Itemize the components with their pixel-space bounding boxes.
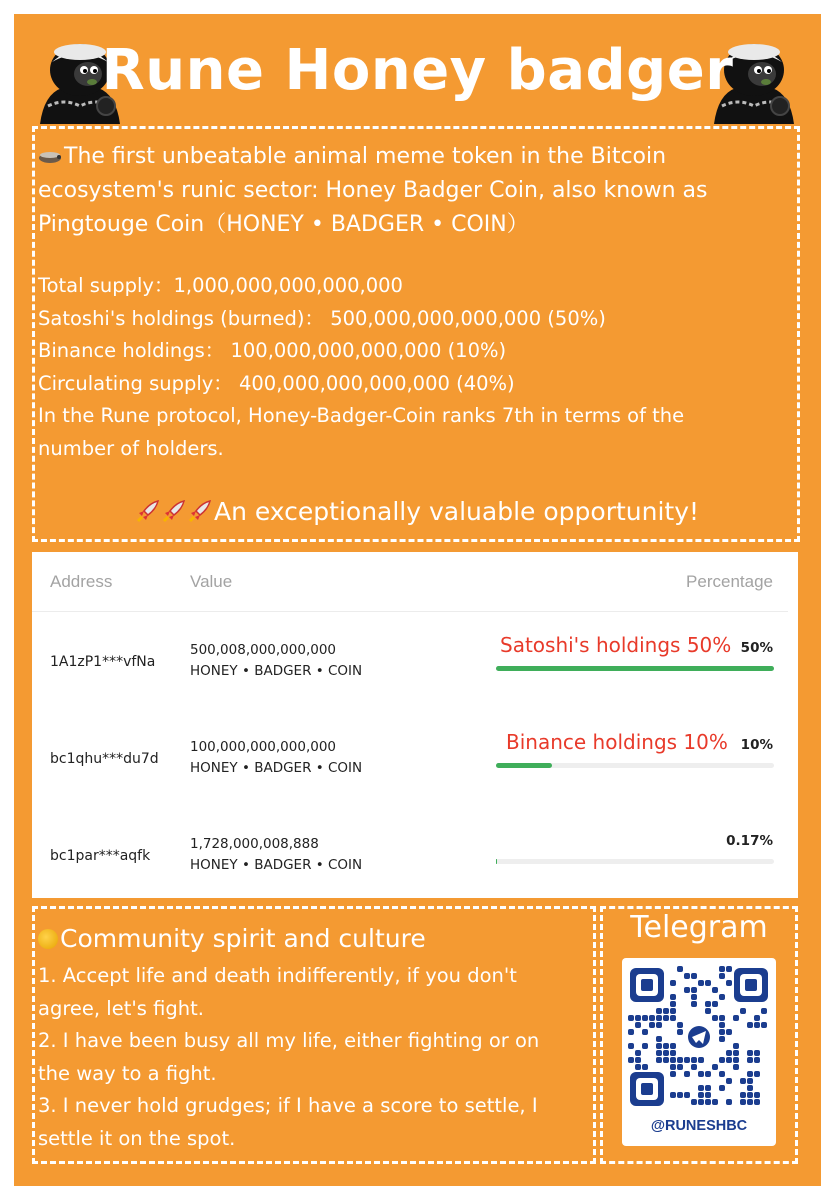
row-address[interactable]: bc1qhu***du7d — [50, 751, 159, 767]
rocket-icon — [136, 499, 162, 523]
row-address[interactable]: 1A1zP1***vfNa — [50, 654, 156, 670]
holders-table — [32, 552, 798, 898]
share-bar-fill — [496, 763, 552, 768]
community-text — [38, 960, 588, 1155]
badger-emoji-icon — [38, 148, 62, 164]
rocket-icon — [188, 499, 214, 523]
telegram-title: Telegram — [630, 910, 768, 945]
share-bar-fill — [496, 859, 497, 864]
row-percentage: 50% — [740, 640, 773, 656]
orange-circle-icon — [38, 929, 58, 949]
poster-title: Rune Honey badger — [101, 38, 734, 103]
community-line-4: the way to a fight. — [38, 1061, 217, 1085]
community-line-3: 2. I have been busy all my life, either fighting or on — [38, 1029, 540, 1052]
share-bar — [496, 763, 774, 768]
qr-card[interactable] — [622, 958, 776, 1146]
binance-holdings: Binance holdings： 100,000,000,000,000 (10%) — [38, 339, 507, 362]
row-value: 1,728,000,008,888 HONEY • BADGER • COIN — [190, 836, 363, 873]
binance-annotation: Binance holdings 10% — [506, 730, 728, 754]
holder-rank-line-2: number of holders. — [38, 436, 224, 460]
community-title: Community spirit and culture — [38, 924, 426, 953]
intro-text — [38, 140, 788, 242]
row-value: 100,000,000,000,000 HONEY • BADGER • COIN — [190, 739, 363, 776]
row-percentage: 10% — [740, 737, 773, 753]
header-percentage: Percentage — [686, 572, 773, 591]
header-value: Value — [190, 572, 233, 591]
rocket-icon — [162, 499, 188, 523]
header-divider — [32, 611, 788, 612]
share-bar — [496, 666, 774, 671]
share-bar-fill — [496, 666, 774, 671]
qr-code-icon[interactable] — [622, 960, 776, 1114]
telegram-handle: @RUNESHBC — [650, 1118, 748, 1134]
row-percentage: 0.17% — [726, 833, 773, 849]
community-line-6: settle it on the spot. — [38, 1126, 236, 1150]
intro-line-3: Pingtouge Coin（HONEY • BADGER • COIN） — [38, 212, 529, 237]
community-line-1: 1. Accept life and death indifferently, if you don't — [38, 964, 517, 987]
supply-stats — [38, 270, 788, 465]
community-line-5: 3. I never hold grudges; if I have a score to settle, I — [38, 1094, 538, 1117]
satoshi-holdings: Satoshi's holdings (burned)： 500,000,000,000,000 (50%) — [38, 306, 606, 330]
holder-rank-line-1: In the Rune protocol, Honey-Badger-Coin ranks 7th in terms of the — [38, 404, 685, 427]
row-address[interactable]: bc1par***aqfk — [50, 848, 151, 864]
total-supply: Total supply：1,000,000,000,000,000 — [38, 274, 403, 297]
opportunity-tagline: An exceptionally valuable opportunity! — [0, 497, 835, 526]
community-line-2: agree, let's fight. — [38, 996, 204, 1020]
header-address: Address — [50, 572, 113, 591]
circulating-supply: Circulating supply： 400,000,000,000,000 (40%) — [38, 371, 515, 395]
intro-line-1: The first unbeatable animal meme token in the Bitcoin — [38, 140, 788, 174]
satoshi-annotation: Satoshi's holdings 50% — [500, 633, 732, 657]
intro-line-2: ecosystem's runic sector: Honey Badger Coin, also known as — [38, 178, 708, 203]
share-bar — [496, 859, 774, 864]
row-value: 500,008,000,000,000 HONEY • BADGER • COIN — [190, 642, 363, 679]
